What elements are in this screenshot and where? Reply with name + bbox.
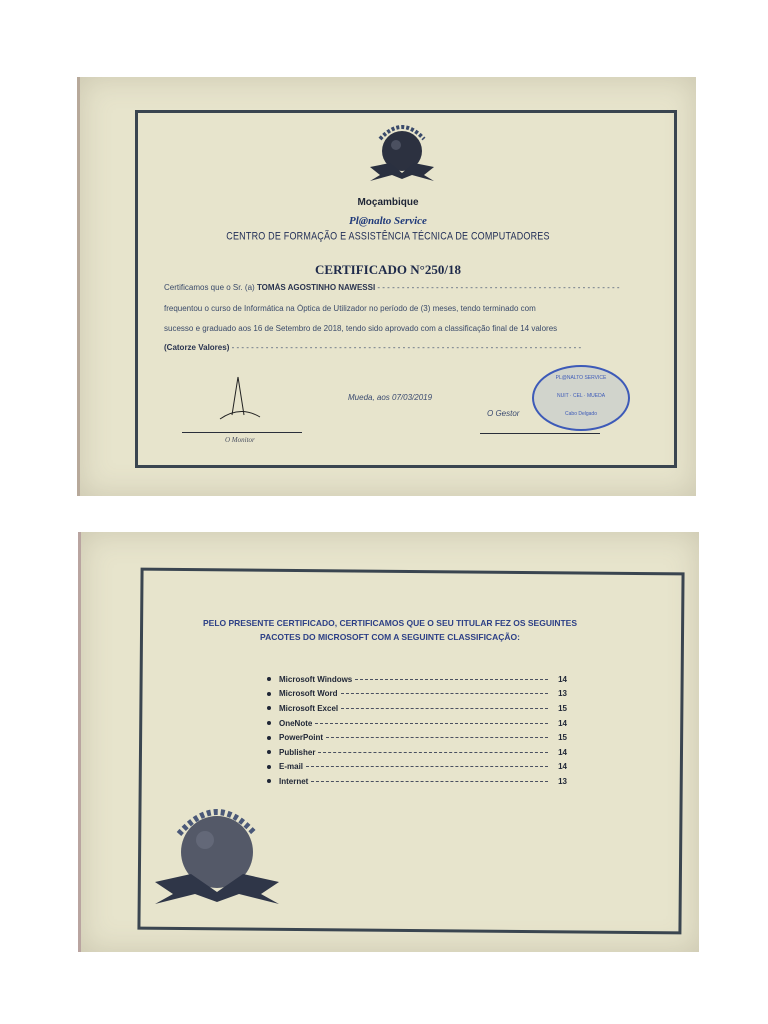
list-item bbox=[267, 701, 567, 716]
planalto-logo-icon bbox=[362, 117, 442, 187]
list-item bbox=[267, 672, 567, 687]
course-name: Microsoft Word bbox=[279, 689, 338, 699]
place-and-date: Mueda, aos 07/03/2019 bbox=[348, 393, 433, 402]
course-name: Microsoft Excel bbox=[279, 703, 339, 713]
list-item bbox=[267, 687, 567, 702]
certificate-front bbox=[77, 77, 696, 496]
course-grade: 13 bbox=[558, 776, 567, 786]
student-name: TOMÁS AGOSTINHO NAWESSI bbox=[256, 283, 376, 292]
list-item bbox=[267, 760, 567, 775]
course-name: E-mail bbox=[279, 762, 304, 772]
monitor-label: O Monitor bbox=[225, 436, 255, 444]
certificate-line-3: sucesso e graduado aos 16 de Setembro de 2018, tendo sido aprovado com a classificação final de 14 valores bbox=[164, 324, 558, 333]
course-name: PowerPoint bbox=[279, 733, 324, 743]
grade-in-words: (Catorze Valores) bbox=[164, 343, 230, 352]
monitor-signature-line bbox=[182, 432, 302, 433]
course-grade: 14 bbox=[558, 718, 567, 728]
gestor-label: O Gestor bbox=[487, 409, 520, 418]
course-name: Publisher bbox=[279, 747, 316, 757]
list-item bbox=[267, 716, 567, 731]
planalto-logo-watermark-icon bbox=[147, 794, 287, 914]
course-grade: 14 bbox=[558, 747, 567, 757]
monitor-signature bbox=[210, 375, 270, 425]
company-name: Pl@nalto Service bbox=[349, 215, 427, 227]
course-name: OneNote bbox=[279, 718, 313, 728]
official-stamp: PL@NALTO SERVICE NUIT · CEL · MUEDA Cabo Delgado bbox=[532, 365, 630, 431]
course-grade: 15 bbox=[558, 733, 567, 743]
certificate-title: CERTIFICADO N°250/18 bbox=[315, 262, 461, 277]
back-heading-line-1: PELO PRESENTE CERTIFICADO, CERTIFICAMOS QUE O SEU TITULAR FEZ OS SEGUINTES bbox=[202, 618, 578, 628]
course-grade-list bbox=[267, 672, 567, 789]
certificate-line-1: Certificamos que o Sr. (a) TOMÁS AGOSTINHO NAWESSI - - - - - - - - - - - - - - - - - - - - - - - - - - - - - - - - - - - - - - - - - - - - - - - - - - bbox=[164, 283, 620, 292]
line1-prefix: Certificamos que o Sr. (a) bbox=[164, 283, 255, 292]
back-heading-line-2: PACOTES DO MICROSOFT COM A SEGUINTE CLASSIFICAÇÃO: bbox=[260, 632, 520, 642]
certificate-line-2: frequentou o curso de Informática na Óptica de Utilizador no período de (3) meses, tendo terminado com bbox=[164, 304, 536, 313]
course-grade: 14 bbox=[558, 762, 567, 772]
certificate-back bbox=[78, 532, 699, 952]
course-name: Microsoft Windows bbox=[279, 674, 353, 684]
certificate-line-4: (Catorze Valores) - - - - - - - - - - - - - - - - - - - - - - - - - - - - - - - - - - - - - - - - - - - - - - - - - - - - - - - - - - - - - - - - - - - - - - - - bbox=[164, 343, 582, 352]
course-name: Internet bbox=[279, 776, 309, 786]
gestor-signature-line bbox=[480, 433, 600, 434]
center-name: CENTRO DE FORMAÇÃO E ASSISTÊNCIA TÉCNICA DE COMPUTADORES bbox=[226, 230, 550, 242]
country-heading: Moçambique bbox=[357, 197, 419, 208]
list-item bbox=[267, 745, 567, 760]
course-grade: 13 bbox=[558, 689, 567, 699]
list-item bbox=[267, 730, 567, 745]
list-item bbox=[267, 774, 567, 789]
course-grade: 15 bbox=[558, 703, 567, 713]
course-grade: 14 bbox=[558, 674, 567, 684]
